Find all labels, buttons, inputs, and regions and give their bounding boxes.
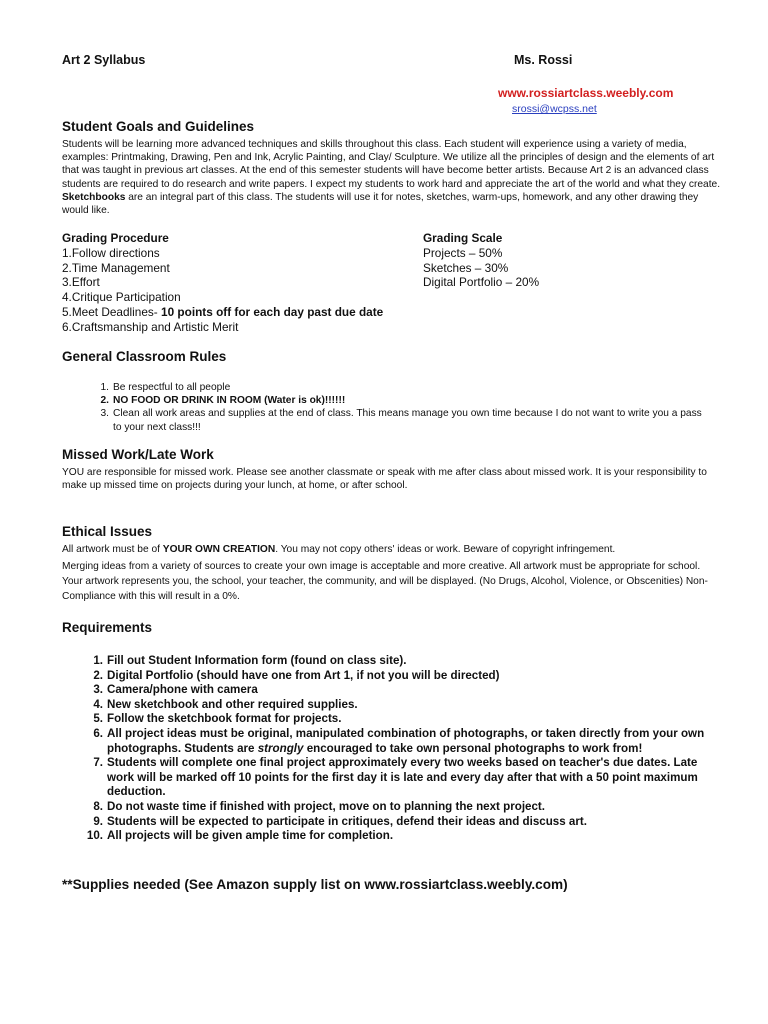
grading-item: 1.Follow directions: [62, 245, 160, 260]
list-text-italic: strongly: [257, 741, 304, 755]
rules-list: [100, 381, 713, 434]
grading-item: 4.Critique Participation: [62, 290, 181, 305]
ethical-heading: Ethical Issues: [62, 524, 153, 539]
list-text: Digital Portfolio (should have one from Art 1, if not you will be directed): [107, 668, 500, 682]
list-text: NO FOOD OR DRINK IN ROOM (Water is ok)!!!!!!: [113, 395, 346, 407]
website-link[interactable]: www.rossiartclass.weebly.com: [498, 86, 674, 100]
page-title: Art 2 Syllabus: [62, 53, 146, 67]
list-item: [100, 394, 713, 407]
teacher-name: Ms. Rossi: [514, 53, 573, 67]
list-number: 6.: [93, 726, 103, 740]
rules-heading: General Classroom Rules: [62, 349, 227, 364]
list-number: 9.: [93, 814, 103, 828]
goals-text-part: are an integral part of this class. The students will use it for notes, sketches, warm-ups, homework, and any other drawing they would like.: [62, 191, 699, 217]
list-text: Clean all work areas and supplies at the end of class. This means manage you own time because I do not want to write you a pass to your next class!!!: [113, 408, 702, 433]
list-item: [100, 407, 713, 433]
requirements-heading: Requirements: [62, 620, 153, 635]
list-item: [93, 726, 711, 756]
grading-procedure: [62, 231, 442, 335]
grading-item: 3.Effort: [62, 275, 100, 290]
supplies-note: **Supplies needed (See Amazon supply list on www.rossiartclass.weebly.com): [62, 877, 568, 892]
ethical-line1-part: . You may not copy others' ideas or work. Beware of copyright infringement.: [275, 544, 616, 555]
list-item: [86, 829, 711, 844]
list-text: Fill out Student Information form (found on class site).: [107, 654, 407, 667]
list-text: Follow the sketchbook format for projects.: [107, 712, 342, 726]
list-text: encouraged to take own personal photographs to work from!: [303, 741, 643, 755]
list-number: 2.: [100, 395, 109, 407]
grading-item-5-bold: 10 points off for each day past due date: [161, 304, 384, 319]
list-text: Do not waste time if finished with project, move on to planning the next project.: [107, 799, 546, 813]
ethical-line1-bold: YOUR OWN CREATION: [162, 544, 276, 555]
list-text: All projects will be given ample time for completion.: [107, 829, 394, 843]
email-link[interactable]: srossi@wcpss.net: [512, 103, 597, 115]
ethical-line1-part: All artwork must be of: [62, 544, 163, 555]
list-number: 2.: [93, 668, 103, 682]
grading-scale-heading: Grading Scale: [423, 231, 503, 245]
goals-text: [62, 138, 722, 217]
list-number: 1.: [100, 382, 109, 393]
list-item: [93, 654, 711, 669]
list-item: [93, 668, 711, 684]
list-text: Students will complete one final project approximately every two weeks based on teacher's due dates. Late work will be marked off 10 points for the first day it is late and every day after that with a 50 point maximum deduction.: [107, 756, 698, 799]
list-number: 1.: [93, 654, 103, 667]
list-number: 7.: [93, 756, 103, 770]
goals-bold-sketchbooks: Sketchbooks: [62, 191, 126, 203]
grading-item: [62, 305, 442, 320]
requirements-list: [86, 654, 711, 844]
list-item: [93, 683, 711, 698]
list-item: [93, 756, 711, 800]
list-item: [93, 814, 711, 830]
list-number: 10.: [86, 829, 103, 843]
missed-text: YOU are responsible for missed work. Please see another classmate or speak with me after class about missed work. It is your responsibility to make up missed time on projects during your lunch, at home, or after school.: [62, 467, 707, 492]
missed-heading: Missed Work/Late Work: [62, 447, 214, 462]
list-text: New sketchbook and other required supplies.: [107, 697, 358, 711]
list-item: [93, 712, 711, 727]
grading-scale-item: Projects – 50%: [423, 245, 503, 260]
list-text: All project ideas must be original, manipulated combination of photographs, or taken directly from your own photographs. Students are: [107, 726, 705, 755]
list-number: 3.: [93, 683, 103, 697]
list-number: 8.: [93, 799, 103, 813]
list-text: Camera/phone with camera: [107, 683, 258, 697]
ethical-line1: [62, 543, 742, 556]
list-text: Students will be expected to participate in critiques, defend their ideas and discuss art.: [107, 814, 587, 828]
grading-scale: [423, 231, 703, 290]
goals-heading: Student Goals and Guidelines: [62, 119, 255, 134]
grading-procedure-heading: Grading Procedure: [62, 231, 169, 245]
list-text: Be respectful to all people: [113, 382, 231, 393]
grading-item-5-label: 5.Meet Deadlines-: [62, 304, 162, 319]
list-item: [93, 799, 711, 815]
ethical-text: Merging ideas from a variety of sources to create your own image is acceptable and more creative. All artwork must be appropriate for school. Your artwork represents you, the school, your teacher, the community, and will be displayed. (No Drugs, Alcohol, Violence, or Obscenities) Non-Compliance with this will result in a 0%.: [62, 561, 708, 603]
grading-scale-item: Sketches – 30%: [423, 260, 509, 275]
grading-item: 2.Time Management: [62, 260, 170, 275]
grading-scale-item: Digital Portfolio – 20%: [423, 275, 540, 290]
list-item: [93, 697, 711, 713]
list-number: 5.: [93, 712, 103, 726]
grading-item: 6.Craftsmanship and Artistic Merit: [62, 319, 239, 334]
list-item: [100, 381, 713, 394]
list-number: 4.: [93, 697, 103, 711]
goals-text-part: Students will be learning more advanced techniques and skills throughout this class. Each student will experience using a variety of media, examples: Printmaking, Drawing, Pen and Ink, Acrylic Painting, and Clay/ Sculpture. We utilize all the principles of design and the elements of art that was taught in previous art classes. At the end of this semester students will have become better artists. Because Art 2 is an advanced class students are required to do research and write papers. I expect my students to work hard and appreciate the art of the world and what they create.: [62, 139, 721, 190]
list-number: 3.: [100, 408, 109, 420]
